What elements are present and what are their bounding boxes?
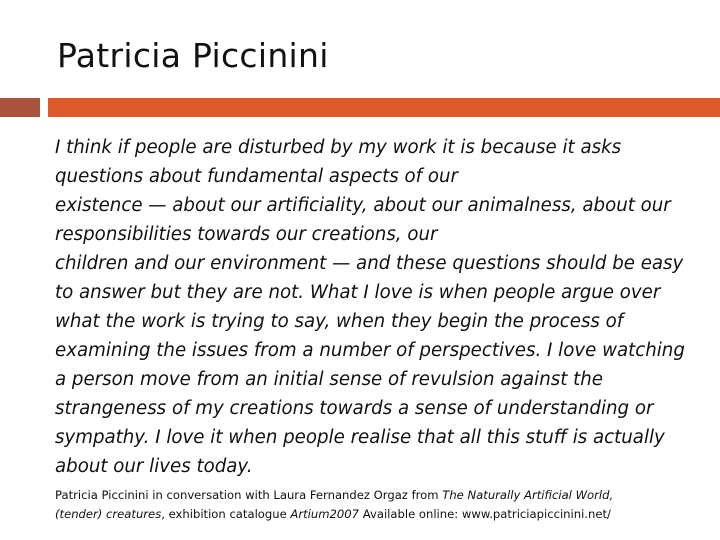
citation-catalogue-title: Artium2007 bbox=[290, 507, 360, 521]
citation-line-2 bbox=[55, 505, 695, 524]
citation-work-subtitle: (tender) creatures bbox=[55, 507, 162, 521]
quote-line: strangeness of my creations towards a sense of understanding or bbox=[55, 398, 654, 419]
quote-line: a person move from an initial sense of revulsion against the bbox=[55, 369, 603, 390]
quote-line: to answer but they are not. What I love is when people argue over bbox=[55, 282, 661, 303]
quote-text bbox=[55, 133, 695, 481]
quote-line: I think if people are disturbed by my work it is because it asks bbox=[55, 137, 622, 158]
slide-title: Patricia Piccinini bbox=[57, 36, 329, 75]
quote-line: responsibilities towards our creations, our bbox=[55, 224, 438, 245]
quote-line: about our lives today. bbox=[55, 456, 253, 477]
quote-line: questions about fundamental aspects of our bbox=[55, 166, 458, 187]
citation-line-1 bbox=[55, 486, 695, 505]
citation-availability: Available online: www.patriciapiccinini.net/ bbox=[359, 507, 611, 521]
citation bbox=[55, 486, 695, 524]
slide-content bbox=[55, 133, 695, 524]
citation-catalogue: , exhibition catalogue bbox=[161, 507, 291, 521]
quote-line: children and our environment — and these questions should be easy bbox=[55, 253, 684, 274]
citation-author: Patricia Piccinini in conversation with Laura Fernandez Orgaz from bbox=[55, 488, 443, 502]
quote-line: examining the issues from a number of perspectives. I love watching bbox=[55, 340, 685, 361]
quote-line: sympathy. I love it when people realise that all this stuff is actually bbox=[55, 427, 665, 448]
title-accent-bar bbox=[48, 98, 720, 117]
quote-line: what the work is trying to say, when they begin the process of bbox=[55, 311, 624, 332]
title-accent-block bbox=[0, 98, 40, 117]
quote-line: existence — about our artificiality, about our animalness, about our bbox=[55, 195, 671, 216]
citation-work-title: The Naturally Artificial World, bbox=[442, 488, 614, 502]
